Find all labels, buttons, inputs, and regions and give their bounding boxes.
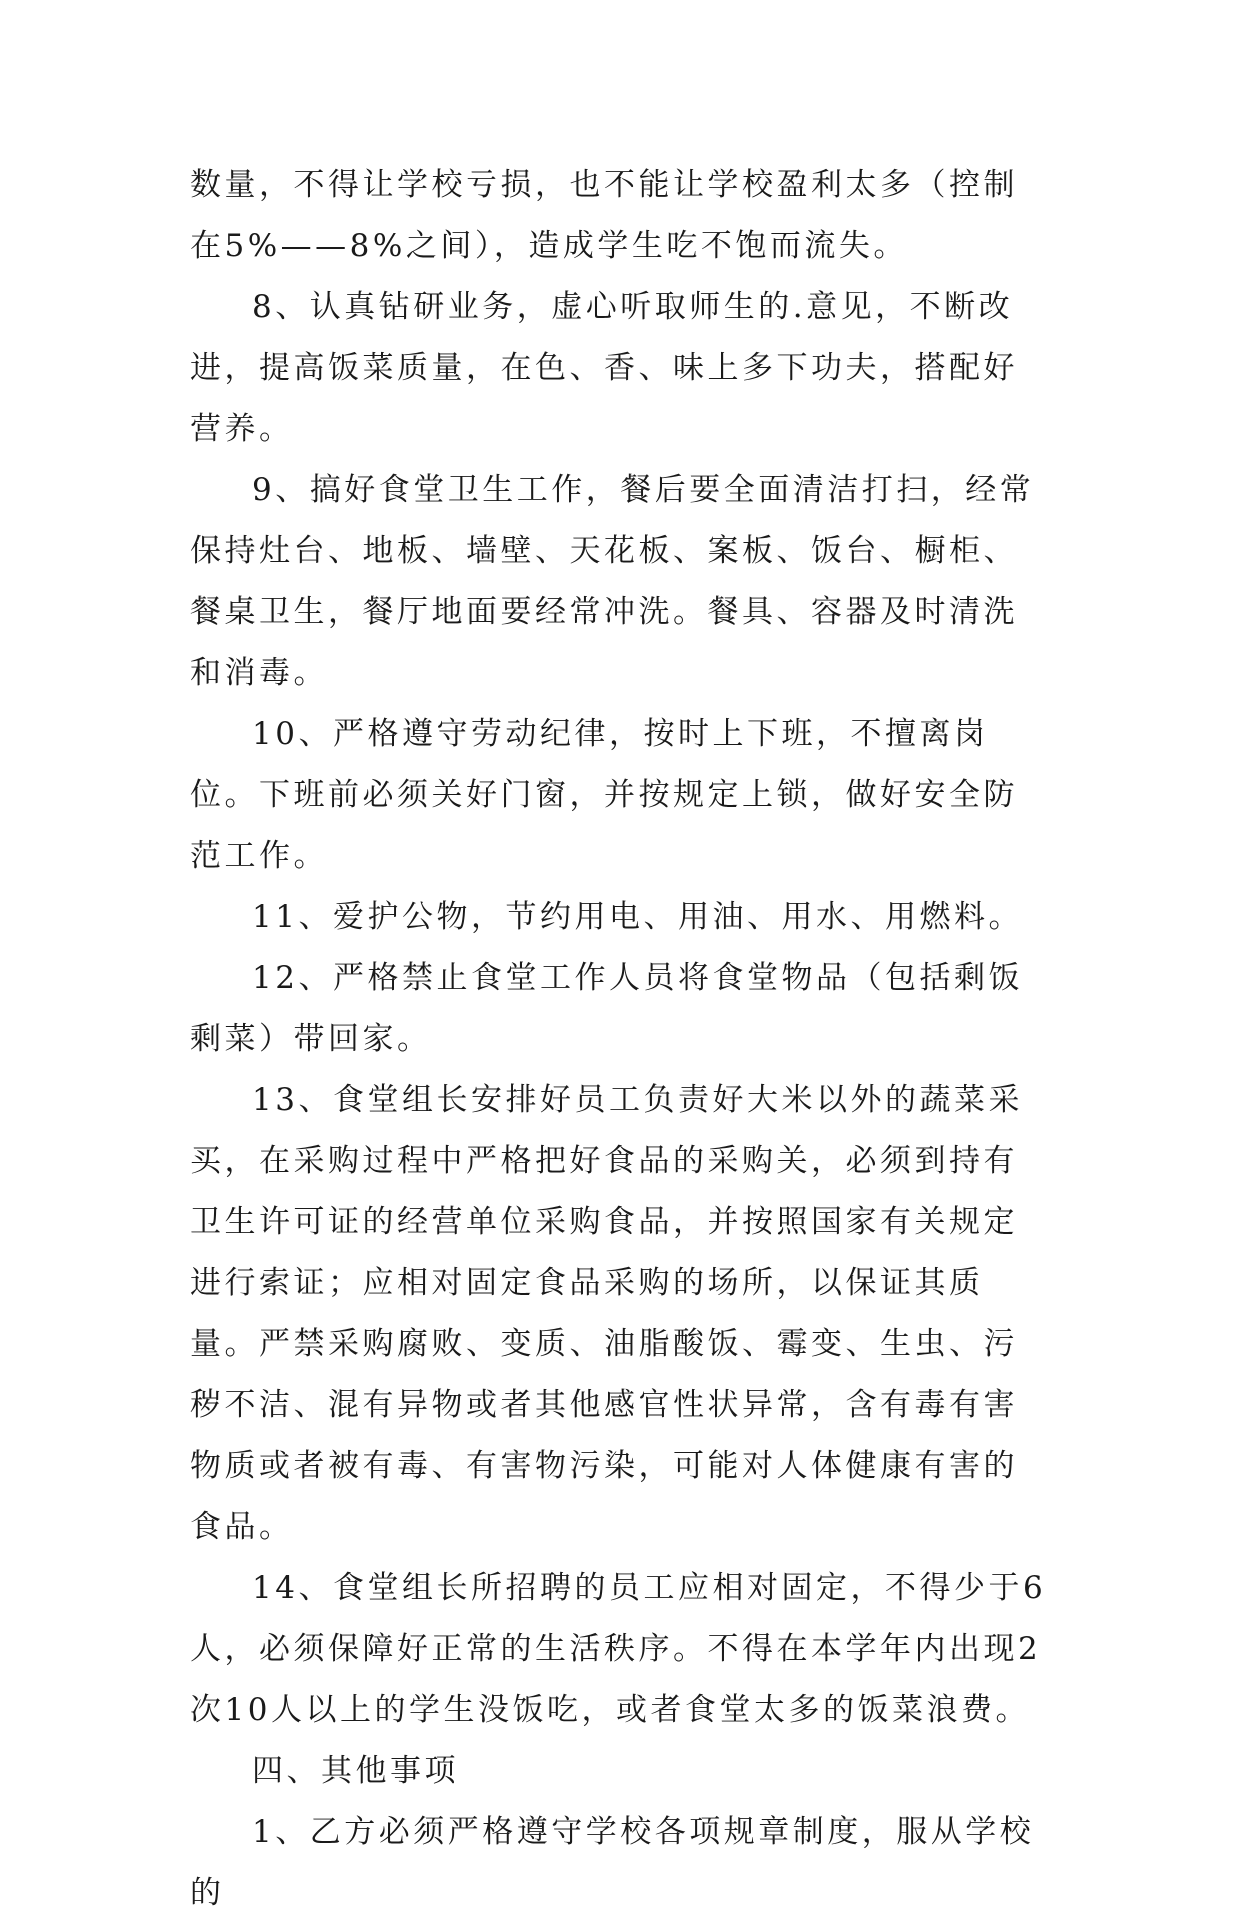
paragraph-item-10: 10、严格遵守劳动纪律，按时上下班，不擅离岗位。下班前必须关好门窗，并按规定上锁，做好安全防范工作。 xyxy=(190,716,1018,874)
paragraph-other-item-1: 1、乙方必须严格遵守学校各项规章制度，服从学校的 xyxy=(190,1814,1035,1911)
paragraph-continuation: 数量，不得让学校亏损，也不能让学校盈利太多（控制在5%——8%之间），造成学生吃不饱而流失。 xyxy=(190,167,1018,264)
paragraph-item-12: 12、严格禁止食堂工作人员将食堂物品（包括剩饭剩菜）带回家。 xyxy=(190,960,1023,1057)
paragraph-item-11: 11、爱护公物，节约用电、用油、用水、用燃料。 xyxy=(252,899,1023,935)
paragraph-item-14: 14、食堂组长所招聘的员工应相对固定，不得少于6人，必须保障好正常的生活秩序。不得在本学年内出现2次10人以上的学生没饭吃，或者食堂太多的饭菜浪费。 xyxy=(190,1570,1047,1728)
paragraph-item-13: 13、食堂组长安排好员工负责好大米以外的蔬菜采买，在采购过程中严格把好食品的采购关，必须到持有卫生许可证的经营单位采购食品，并按照国家有关规定进行索证；应相对固定食品采购的场所，以保证其质量。严禁采购腐败、变质、油脂酸饭、霉变、生虫、污秽不洁、混有异物或者其他感官性状异常，含有毒有害物质或者被有毒、有害物污染，可能对人体健康有害的食品。 xyxy=(190,1082,1023,1545)
paragraph-item-8: 8、认真钻研业务，虚心听取师生的.意见，不断改进，提高饭菜质量，在色、香、味上多下功夫，搭配好营养。 xyxy=(190,289,1018,447)
document-body xyxy=(190,155,1050,1924)
section-heading-other-matters: 四、其他事项 xyxy=(252,1753,459,1789)
paragraph-item-9: 9、搞好食堂卫生工作，餐后要全面清洁打扫，经常保持灶台、地板、墙壁、天花板、案板、饭台、橱柜、餐桌卫生，餐厅地面要经常冲洗。餐具、容器及时清洗和消毒。 xyxy=(190,472,1035,691)
